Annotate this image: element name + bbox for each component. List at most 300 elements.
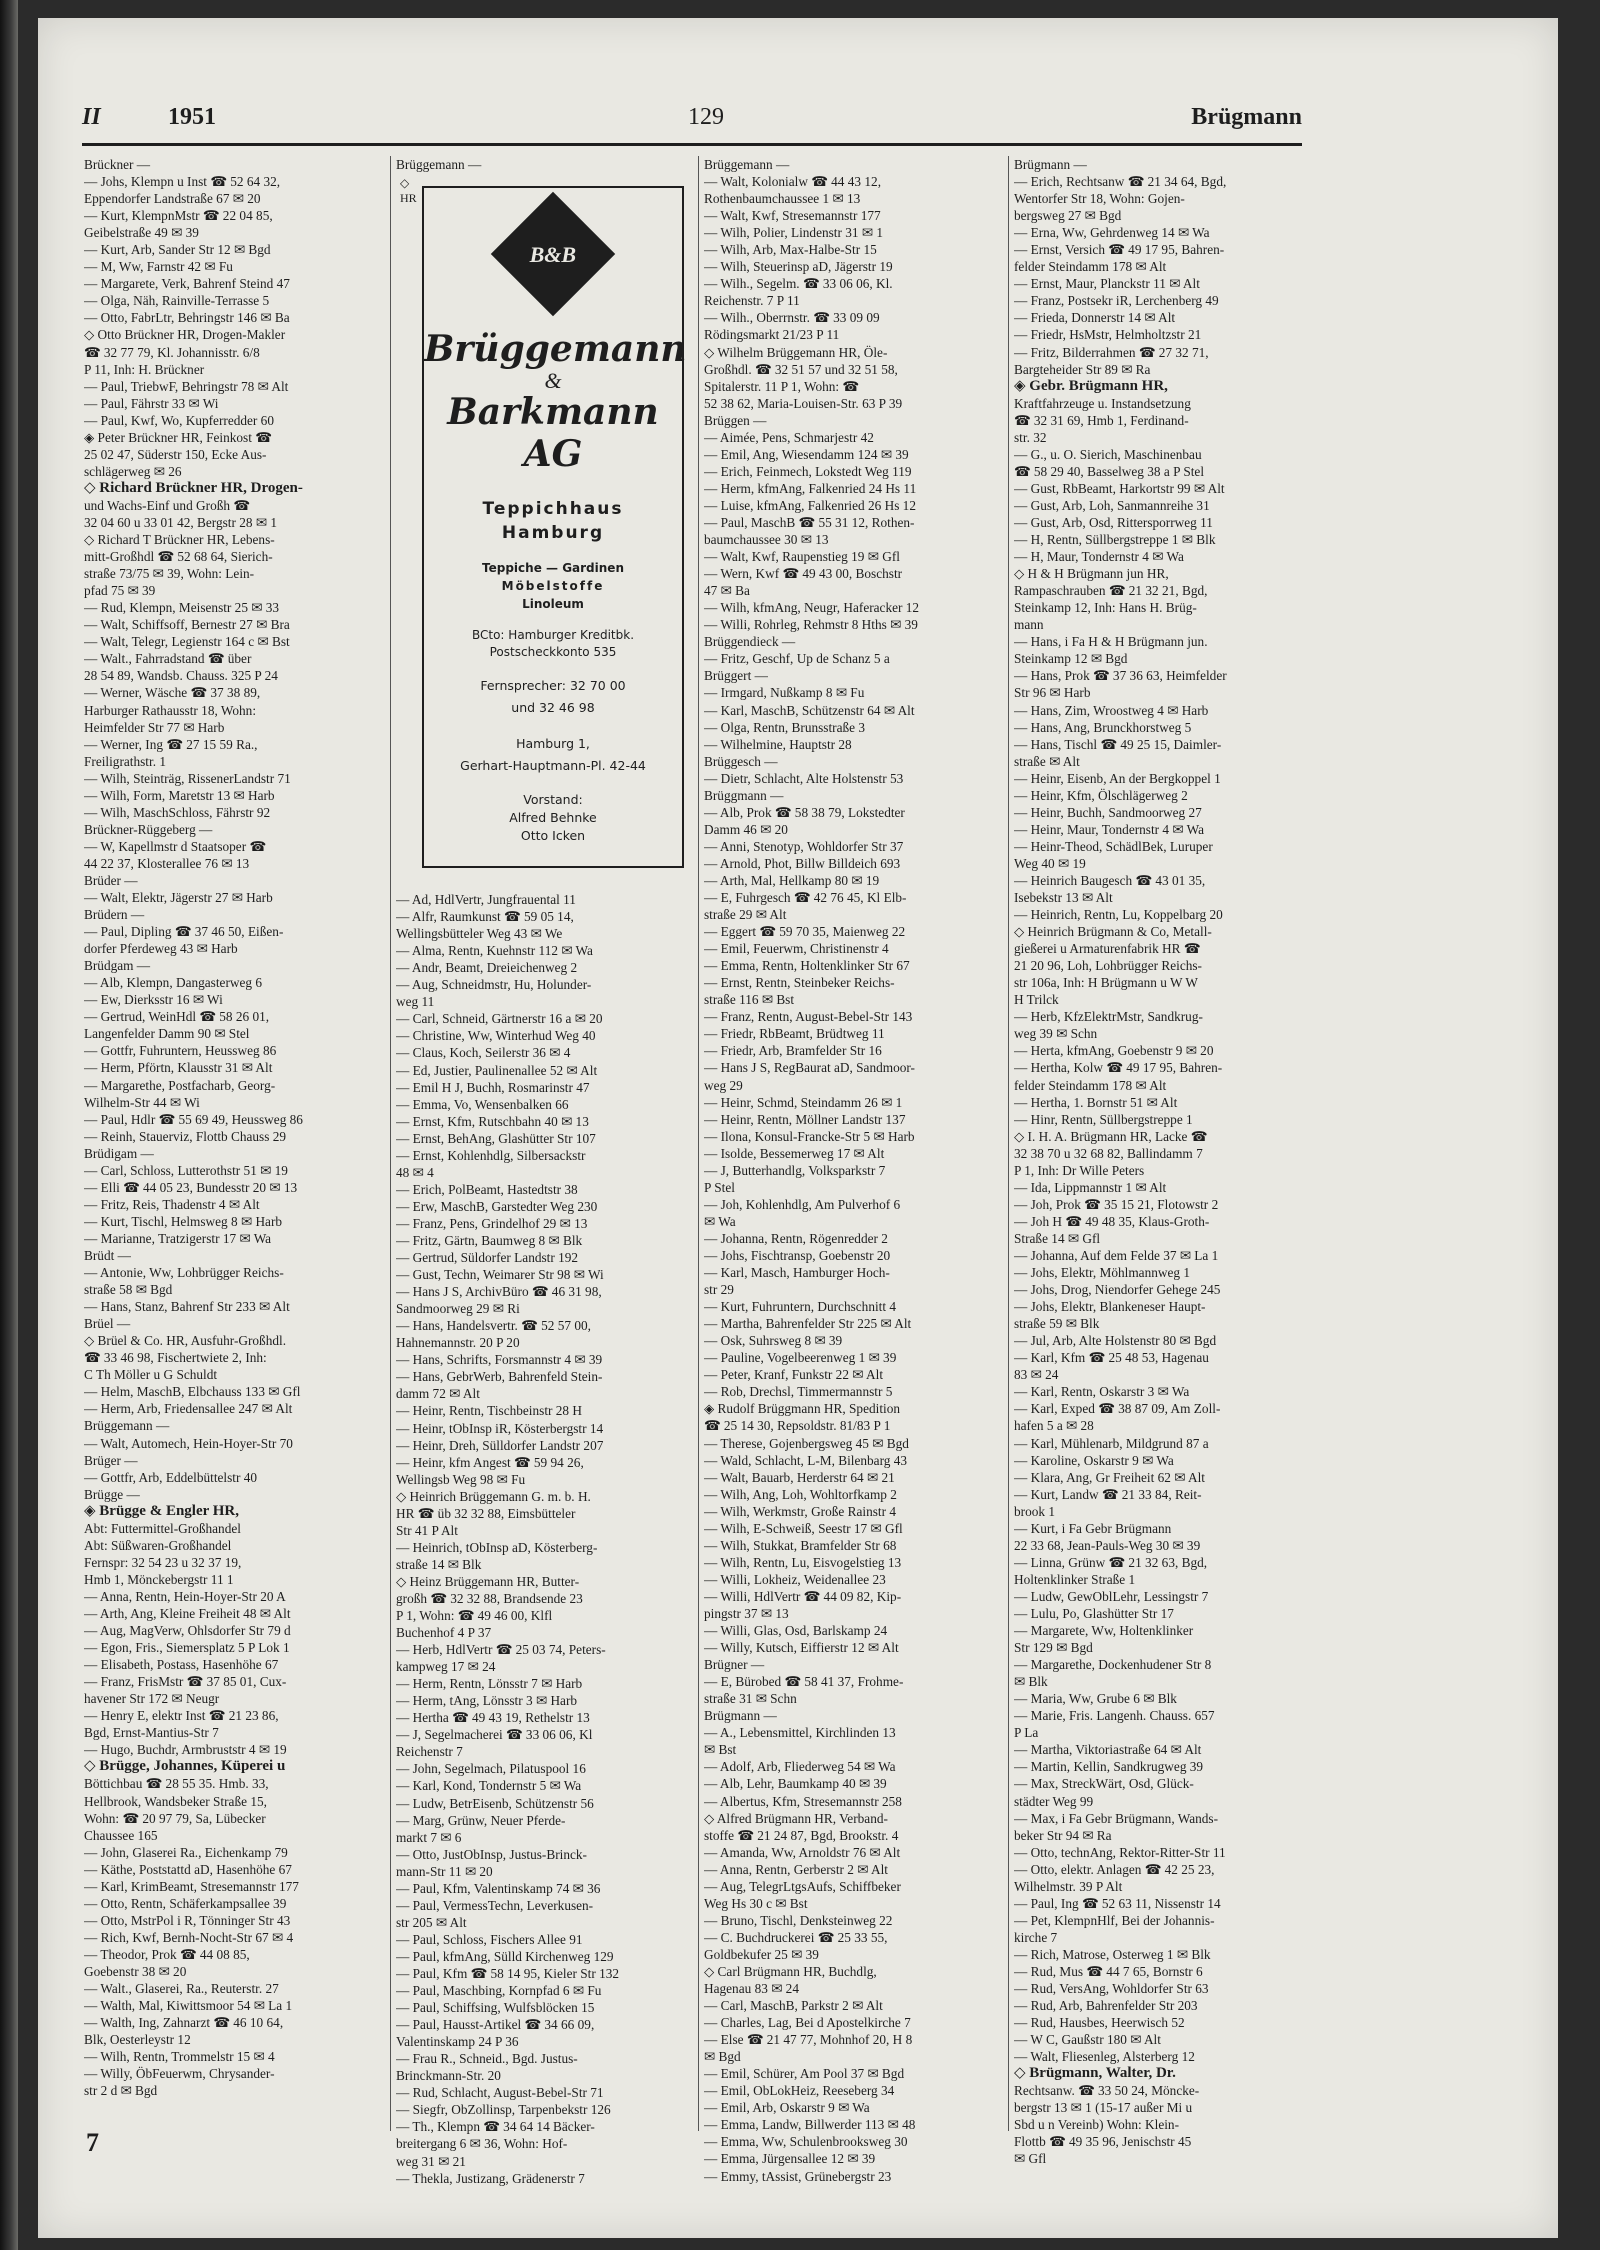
- directory-entry-line: straße 58 ✉ Bgd: [84, 1282, 173, 1298]
- directory-entry-line: ☎ 33 46 98, Fischertwiete 2, Inh:: [84, 1350, 267, 1366]
- directory-entry-line: — H, Rentn, Süllbergstreppe 1 ✉ Blk: [1014, 532, 1216, 548]
- side-marker-text: HR: [400, 191, 417, 205]
- directory-entry-line: — Heinr, Schmd, Steindamm 26 ✉ 1: [704, 1094, 903, 1110]
- directory-entry-line: — Ilona, Konsul-Francke-Str 5 ✉ Harb: [704, 1128, 915, 1144]
- directory-entry-line: ✉ Bst: [704, 1742, 737, 1758]
- directory-entry-line: Holtenklinker Straße 1: [1014, 1571, 1136, 1587]
- directory-entry-line: — Hans, Tischl ☎ 49 25 15, Daimler-: [1014, 736, 1222, 752]
- directory-entry-line: — Otto, MstrPol i R, Tönninger Str 43: [84, 1912, 291, 1928]
- directory-entry-line: — Marie, Fris. Langenh. Chauss. 657: [1014, 1708, 1215, 1724]
- directory-entry-line: Brüder —: [84, 872, 138, 888]
- directory-entry-line: — Olga, Näh, Rainville-Terrasse 5: [84, 293, 270, 309]
- directory-entry-line: weg 29: [704, 1077, 743, 1093]
- directory-entry-line: Isebekstr 13 ✉ Alt: [1014, 890, 1113, 906]
- directory-entry-line: Hahnemannstr. 20 P 20: [396, 1335, 520, 1351]
- directory-entry-line: Buchenhof 4 P 37: [396, 1625, 492, 1641]
- column-divider: [390, 156, 391, 2131]
- directory-entry-line: ✉ Gfl: [1014, 2151, 1047, 2167]
- directory-entry-line: — Gottfr, Arb, Eddelbüttelstr 40: [84, 1469, 258, 1485]
- logo-text: B&B: [529, 241, 577, 267]
- directory-entry-line: — Rich, Kwf, Bernh-Nocht-Str 67 ✉ 4: [84, 1929, 294, 1945]
- directory-entry-line: Str 129 ✉ Bgd: [1014, 1640, 1093, 1656]
- directory-entry-line: — Otto, technAng, Rektor-Ritter-Str 11: [1014, 1844, 1226, 1860]
- directory-entry-line: pfad 75 ✉ 39: [84, 583, 156, 599]
- directory-entry-line: Brüdgam —: [84, 958, 151, 974]
- directory-entry-line: — Frau R., Schneid., Bgd. Justus-: [396, 2051, 578, 2067]
- directory-entry-line: — Rud, Mus ☎ 44 7 65, Bornstr 6: [1014, 1963, 1203, 1979]
- directory-entry-line: — Helm, MaschB, Elbchauss 133 ✉ Gfl: [84, 1384, 301, 1400]
- directory-entry-line: — Walth, Mal, Kiwittsmoor 54 ✉ La 1: [84, 1998, 293, 2014]
- directory-entry-line: 22 33 68, Jean-Pauls-Weg 30 ✉ 39: [1014, 1537, 1201, 1553]
- directory-entry-line: ◇ Heinz Brüggemann HR, Butter-: [396, 1573, 580, 1589]
- directory-entry-line: — Ernst, Versich ☎ 49 17 95, Bahren-: [1014, 242, 1225, 258]
- directory-entry-line: — Ew, Dierksstr 16 ✉ Wi: [84, 992, 223, 1008]
- directory-entry-line: mitt-Großhdl ☎ 52 68 64, Sierich-: [84, 549, 273, 565]
- directory-entry-line: H Trilck: [1014, 992, 1059, 1008]
- directory-entry-line: Brinckmann-Str. 20: [396, 2068, 501, 2084]
- directory-entry-line: — Walth, Ing, Zahnarzt ☎ 46 10 64,: [84, 2015, 284, 2031]
- directory-entry-line: — E, Fuhrgesch ☎ 42 76 45, Kl Elb-: [704, 890, 907, 906]
- directory-entry-line: — Kurt, Tischl, Helmsweg 8 ✉ Harb: [84, 1213, 283, 1229]
- directory-entry-line: — Joh, Kohlenhdlg, Am Pulverhof 6: [704, 1196, 901, 1212]
- directory-entry-line: — Walt., Glaserei, Ra., Reuterstr. 27: [84, 1981, 279, 1997]
- page-header: [82, 102, 1302, 146]
- directory-entry-line: — Hans, Zim, Wroostweg 4 ✉ Harb: [1014, 702, 1209, 718]
- directory-entry-line: — Margarete, Verk, Bahrenf Steind 47: [84, 276, 290, 292]
- directory-entry-line: Brüggemann —: [84, 1418, 170, 1434]
- directory-entry-line: — Martha, Viktoriastraße 64 ✉ Alt: [1014, 1742, 1202, 1758]
- directory-entry-line: ◇ I. H. A. Brügmann HR, Lacke ☎: [1014, 1128, 1208, 1144]
- directory-entry-line: — Andr, Beamt, Dreieichenweg 2: [396, 960, 578, 976]
- directory-entry-line: — Aimée, Pens, Schmarjestr 42: [704, 429, 874, 445]
- directory-entry-line: — Jul, Arb, Alte Holstenstr 80 ✉ Bgd: [1014, 1333, 1217, 1349]
- directory-entry-line: — Herm, kfmAng, Falkenried 24 Hs 11: [704, 480, 917, 496]
- directory-entry-line: — Johanna, Auf dem Felde 37 ✉ La 1: [1014, 1248, 1219, 1263]
- directory-entry-line: — Wilh, Ang, Loh, Wohltorfkamp 2: [704, 1486, 897, 1502]
- directory-entry-line: — Hans, GebrWerb, Bahrenfeld Stein-: [396, 1369, 603, 1385]
- directory-entry-line: Brüggemann —: [704, 157, 790, 172]
- directory-entry-line: — Karl, KrimBeamt, Stresemannstr 177: [84, 1878, 299, 1894]
- directory-entry-line: 32 38 70 u 32 68 82, Ballindamm 7: [1014, 1145, 1203, 1161]
- directory-entry-line: — Walt, Telegr, Legienstr 164 c ✉ Bst: [84, 634, 290, 650]
- directory-entry-line: ◇ Wilhelm Brüggemann HR, Öle-: [704, 344, 888, 360]
- directory-entry-line: Fernspr: 32 54 23 u 32 37 19,: [84, 1554, 242, 1570]
- directory-entry-line: — J, Butterhandlg, Volksparkstr 7: [704, 1162, 886, 1178]
- directory-entry-line: — Wilh, MaschSchloss, Fährstr 92: [84, 804, 271, 820]
- directory-entry-line: — Paul, Hdlr ☎ 55 69 49, Heussweg 86: [84, 1111, 303, 1127]
- directory-entry-line: — Alfr, Raumkunst ☎ 59 05 14,: [396, 909, 574, 925]
- directory-entry-line: — Gust, Arb, Osd, Rittersporrweg 11: [1014, 514, 1213, 530]
- directory-entry-line: stoffe ☎ 21 24 87, Bgd, Brookstr. 4: [704, 1827, 899, 1843]
- directory-entry-line: — Karl, Mühlenarb, Mildgrund 87 a: [1014, 1435, 1209, 1451]
- directory-entry-line: — Ed, Justier, Paulinenallee 52 ✉ Alt: [396, 1062, 598, 1078]
- directory-entry-line: Abt: Futtermittel-Großhandel: [84, 1520, 241, 1536]
- column-divider: [698, 156, 699, 2131]
- directory-entry-line: Rothenbaumchaussee 1 ✉ 13: [704, 191, 861, 207]
- directory-entry-line: felder Steindamm 178 ✉ Alt: [1014, 1077, 1167, 1093]
- company-logo: [491, 192, 615, 316]
- directory-entry-line: — Gottfr, Fuhruntern, Heussweg 86: [84, 1043, 277, 1059]
- directory-entry-line: Steinkamp 12 ✉ Bgd: [1014, 651, 1128, 667]
- directory-entry-line: damm 72 ✉ Alt: [396, 1386, 480, 1402]
- directory-entry-line: — Friedr, Arb, Bramfelder Str 16: [704, 1043, 882, 1059]
- directory-entry-line: — Charles, Lag, Bei d Apostelkirche 7: [704, 2015, 911, 2031]
- book-binding: [0, 0, 18, 2250]
- directory-entry-line: — Carl, Schneid, Gärtnerstr 16 a ✉ 20: [396, 1011, 603, 1027]
- directory-entry-line: — Paul, Schiffsing, Wulfsblöcken 15: [396, 2000, 595, 2016]
- directory-entry-line: — Margarete, Ww, Holtenklinker: [1014, 1623, 1194, 1639]
- directory-entry-line: — Hans, Prok ☎ 37 36 63, Heimfelder: [1014, 668, 1227, 684]
- directory-entry-line: HR ☎ üb 32 32 88, Eimsbütteler: [396, 1505, 576, 1521]
- directory-entry-line: 47 ✉ Ba: [704, 583, 750, 599]
- directory-entry-line: — Carl, MaschB, Parkstr 2 ✉ Alt: [704, 1998, 883, 2014]
- directory-entry-line: — Erna, Ww, Gehrdenweg 14 ✉ Wa: [1014, 225, 1210, 241]
- directory-entry-line: — Karl, Masch, Hamburger Hoch-: [704, 1265, 890, 1281]
- directory-entry-line: ◇ Carl Brügmann HR, Buchdlg,: [704, 1963, 877, 1979]
- directory-entry-line: — Arth, Mal, Hellkamp 80 ✉ 19: [704, 872, 880, 888]
- directory-entry-line: — Heinr, Rentn, Tischbeinstr 28 H: [396, 1403, 582, 1419]
- directory-entry-line: markt 7 ✉ 6: [396, 1829, 462, 1845]
- directory-entry-line: ◇ H & H Brügmann jun HR,: [1014, 566, 1169, 582]
- directory-entry-line: Wohn: ☎ 20 97 79, Sa, Lübecker: [84, 1810, 266, 1826]
- directory-entry-line: — Willi, Glas, Osd, Barlskamp 24: [704, 1623, 888, 1639]
- ad-board1: Alfred Behnke: [509, 810, 597, 825]
- directory-entry-line: — Paul, Maschbing, Kornpfad 6 ✉ Fu: [396, 1983, 602, 1999]
- directory-entry-line: — Ernst, Rentn, Steinbeker Reichs-: [704, 975, 895, 991]
- directory-entry-line: — Hans, Handelsvertr. ☎ 52 57 00,: [396, 1318, 591, 1334]
- directory-entry-line: Goebenstr 38 ✉ 20: [84, 1963, 187, 1979]
- directory-entry-line: — Rud, Arb, Bahrenfelder Str 203: [1014, 1998, 1198, 2014]
- ad-board2: Otto Icken: [520, 828, 586, 843]
- directory-entry-line: — Rud, Schlacht, August-Bebel-Str 71: [396, 2085, 604, 2101]
- directory-entry-line: — Alb, Prok ☎ 58 38 79, Lokstedter: [704, 804, 905, 820]
- directory-entry-line: — Th., Klempn ☎ 34 64 14 Bäcker-: [396, 2119, 595, 2135]
- directory-entry-line: pingstr 37 ✉ 13: [704, 1605, 789, 1621]
- directory-entry-line: — Peter, Kranf, Funkstr 22 ✉ Alt: [704, 1367, 884, 1383]
- directory-entry-line: — Thekla, Justizang, Grädenerstr 7: [396, 2170, 585, 2186]
- directory-entry-line: — Elisabeth, Postass, Hasenhöhe 67: [84, 1657, 279, 1673]
- directory-entry-line: hafen 5 a ✉ 28: [1014, 1418, 1094, 1434]
- directory-entry-line: — Johs, Klempn u Inst ☎ 52 64 32,: [84, 174, 281, 190]
- directory-entry-line: — Dietr, Schlacht, Alte Holstenstr 53: [704, 770, 904, 786]
- ad-goods3: Linoleum: [522, 597, 584, 611]
- ad-bank1: BCto: Hamburger Kreditbk.: [471, 628, 635, 642]
- directory-entry-line: Wellingsb Weg 98 ✉ Fu: [396, 1471, 526, 1487]
- directory-entry-line: — Hertha, 1. Bornstr 51 ✉ Alt: [1014, 1094, 1178, 1110]
- directory-entry-line: ◈ Peter Brückner HR, Feinkost ☎: [84, 429, 272, 445]
- directory-entry-line: Brüggen —: [704, 412, 767, 428]
- directory-entry-line: — Claus, Koch, Seilerstr 36 ✉ 4: [396, 1045, 571, 1061]
- directory-entry-line: — Walt, Elektr, Jägerstr 27 ✉ Harb: [84, 890, 273, 906]
- directory-entry-line: — Wilh, E-Schweiß, Seestr 17 ✉ Gfl: [704, 1520, 903, 1536]
- directory-entry-line: — Maria, Ww, Grube 6 ✉ Blk: [1014, 1691, 1177, 1707]
- directory-entry-line: str 106a, Inh: H Brügmann u W W: [1014, 975, 1198, 991]
- directory-entry-line: — M, Ww, Farnstr 42 ✉ Fu: [84, 259, 233, 275]
- directory-entry-line: — Heinr, Dreh, Sülldorfer Landstr 207: [396, 1437, 604, 1453]
- directory-entry-line: — Martha, Bahrenfelder Str 225 ✉ Alt: [704, 1316, 912, 1332]
- directory-entry-line: Geibelstraße 49 ✉ 39: [84, 225, 199, 241]
- advertisement-box: [422, 186, 687, 868]
- directory-entry-line: städter Weg 99: [1014, 1793, 1094, 1809]
- directory-entry-line: — Hugo, Buchdr, Armbruststr 4 ✉ 19: [84, 1742, 287, 1758]
- directory-entry-line: — J, Segelmacherei ☎ 33 06 06, Kl: [396, 1727, 593, 1743]
- directory-entry-line: — Kurt, Arb, Sander Str 12 ✉ Bgd: [84, 242, 271, 258]
- directory-entry-line: ◇ Heinrich Brüggemann G. m. b. H.: [396, 1488, 591, 1504]
- side-marker: ◇ HR: [400, 176, 417, 205]
- directory-entry-line: straße 73/75 ✉ 39, Wohn: Lein-: [84, 566, 255, 582]
- directory-entry-line: — Bruno, Tischl, Denksteinweg 22: [704, 1912, 893, 1928]
- directory-entry-line: — Fritz, Geschf, Up de Schanz 5 a: [704, 651, 890, 667]
- directory-entry-line: — Wilh, Steinträg, RissenerLandstr 71: [84, 770, 291, 786]
- directory-entry-line: — Anna, Rentn, Gerberstr 2 ✉ Alt: [704, 1861, 888, 1877]
- directory-entry-line: und Wachs-Einf und Großh ☎: [84, 497, 250, 513]
- directory-entry-line: bergsweg 27 ✉ Bgd: [1014, 208, 1122, 224]
- directory-entry-line: — Lulu, Po, Glashütter Str 17: [1014, 1605, 1174, 1621]
- directory-entry-line: großh ☎ 32 32 88, Brandsende 23: [396, 1590, 583, 1606]
- column-divider: [1008, 156, 1009, 2131]
- directory-entry-line: — Johs, Drog, Niendorfer Gehege 245: [1014, 1282, 1221, 1298]
- directory-entry-line: — Linna, Grünw ☎ 21 32 63, Bgd,: [1014, 1554, 1208, 1570]
- directory-entry-line: Weg 40 ✉ 19: [1014, 855, 1086, 871]
- directory-entry-line: — Therese, Gojenbergsweg 45 ✉ Bgd: [704, 1435, 909, 1451]
- directory-entry-line: — Heinr, Rentn, Möllner Landstr 137: [704, 1111, 906, 1127]
- directory-entry-line: felder Steindamm 178 ✉ Alt: [1014, 259, 1167, 275]
- directory-entry-line: — Werner, Ing ☎ 27 15 59 Ra.,: [84, 736, 258, 752]
- directory-entry-line: — Hans, Ang, Brunckhorstweg 5: [1014, 719, 1192, 735]
- directory-entry-line: — Heinrich, tObInsp aD, Kösterberg-: [396, 1539, 598, 1555]
- directory-entry-line: — Margarethe, Postfacharb, Georg-: [84, 1077, 276, 1093]
- directory-entry-line: — Paul, VermessTechn, Leverkusen-: [396, 1897, 594, 1913]
- directory-entry-line: Weg Hs 30 c ✉ Bst: [704, 1895, 808, 1911]
- header-keyword: Brügmann: [1191, 104, 1302, 130]
- directory-entry-line: Brüdt —: [84, 1248, 131, 1263]
- directory-entry-line: — Alma, Rentn, Kuehnstr 112 ✉ Wa: [396, 943, 593, 959]
- directory-entry-line: — Wilhelmine, Hauptstr 28: [704, 736, 852, 752]
- directory-entry-line: — Willy, ÖbFeuerwm, Chrysander-: [84, 2066, 275, 2082]
- directory-entry-line: Valentinskamp 24 P 36: [396, 2034, 519, 2050]
- directory-entry-line: — Egon, Fris., Siemersplatz 5 P Lok 1: [84, 1640, 290, 1656]
- directory-entry-line: — Paul, Dipling ☎ 37 46 50, Eißen-: [84, 924, 284, 940]
- directory-entry-line: — Klara, Ang, Gr Freiheit 62 ✉ Alt: [1014, 1469, 1205, 1485]
- directory-entry-line: — Gust, Arb, Loh, Sanmannreihe 31: [1014, 497, 1210, 513]
- directory-entry-line: ◇ Alfred Brügmann HR, Verband-: [704, 1810, 888, 1826]
- directory-entry-line: — Wern, Kwf ☎ 49 43 00, Boschstr: [704, 566, 903, 582]
- directory-entry-line: — Wilh, Steuerinsp aD, Jägerstr 19: [704, 259, 893, 275]
- directory-entry-line: — Paul, Fährstr 33 ✉ Wi: [84, 395, 219, 411]
- directory-entry-line: — Gertrud, WeinHdl ☎ 58 26 01,: [84, 1009, 270, 1025]
- directory-entry-line: — Herm, Pförtn, Klausstr 31 ✉ Alt: [84, 1060, 273, 1076]
- directory-entry-line: — Heinr-Theod, SchädlBek, Luruper: [1014, 838, 1213, 854]
- directory-entry-line: — Johs, Fischtransp, Goebenstr 20: [704, 1248, 891, 1263]
- directory-entry-line: — Max, StreckWärt, Osd, Glück-: [1014, 1776, 1194, 1792]
- directory-entry-line: — Heinr, kfm Angest ☎ 59 94 26,: [396, 1454, 584, 1470]
- directory-entry-line: — Ludw, GewOblLehr, Lessingstr 7: [1014, 1588, 1209, 1604]
- directory-entry-line: — Christine, Ww, Winterhud Weg 40: [396, 1028, 596, 1044]
- directory-entry-line: — Herb, HdlVertr ☎ 25 03 74, Peters-: [396, 1642, 606, 1658]
- directory-entry-line: — Erich, Rechtsanw ☎ 21 34 64, Bgd,: [1014, 174, 1227, 190]
- directory-entry-line: — Käthe, Poststattd aD, Hasenhöhe 67: [84, 1861, 292, 1877]
- directory-entry-line: kampweg 17 ✉ 24: [396, 1659, 496, 1675]
- directory-entry-line: — Friedr, HsMstr, Helmholtzstr 21: [1014, 327, 1202, 343]
- directory-entry-line: — Rud, Klempn, Meisenstr 25 ✉ 33: [84, 600, 280, 616]
- directory-entry-line: — Emma, Landw, Billwerder 113 ✉ 48: [704, 2117, 916, 2133]
- directory-entry-line: — Anna, Rentn, Hein-Hoyer-Str 20 A: [84, 1588, 286, 1604]
- directory-entry-line: ◇ Richard Brückner HR, Drogen-: [84, 479, 303, 496]
- directory-entry-line: Brüggendieck —: [704, 634, 796, 650]
- directory-entry-line: — Wilh., Segelm. ☎ 33 06 06, Kl.: [704, 276, 893, 292]
- directory-entry-line: — Franz, FrisMstr ☎ 37 85 01, Cux-: [84, 1674, 287, 1690]
- directory-entry-line: 21 20 96, Loh, Lohbrügger Reichs-: [1014, 958, 1202, 974]
- directory-entry-line: — Emil, ObLokHeiz, Reeseberg 34: [704, 2083, 895, 2099]
- directory-entry-line: — Karl, Rentn, Oskarstr 3 ✉ Wa: [1014, 1384, 1190, 1400]
- directory-entry-line: Brüdern —: [84, 907, 145, 923]
- directory-entry-line: — Wilh., Oberrnstr. ☎ 33 09 09: [704, 310, 880, 326]
- directory-entry-line: — Herb, KfzElektrMstr, Sandkrug-: [1014, 1009, 1203, 1025]
- directory-entry-line: — W, Kapellmstr d Staatsoper ☎: [84, 838, 267, 854]
- directory-entry-line: — Paul, TriebwF, Behringstr 78 ✉ Alt: [84, 378, 289, 394]
- directory-entry-line: — Joh, Prok ☎ 35 15 21, Flotowstr 2: [1014, 1196, 1219, 1212]
- directory-entry-line: — Emma, Ww, Schulenbrooksweg 30: [704, 2134, 908, 2150]
- directory-entry-line: Brüel —: [84, 1316, 131, 1332]
- directory-entry-line: — Walt, Kwf, Raupenstieg 19 ✉ Gfl: [704, 549, 900, 565]
- directory-entry-line: — Eggert ☎ 59 70 35, Maienweg 22: [704, 924, 906, 940]
- directory-entry-line: Brügmann —: [704, 1708, 777, 1724]
- directory-entry-line: — Johs, Elektr, Blankeneser Haupt-: [1014, 1299, 1206, 1315]
- directory-entry-line: gießerei u Armaturenfabrik HR ☎: [1014, 941, 1201, 957]
- directory-entry-line: ◇ Brügmann, Walter, Dr.: [1014, 2065, 1176, 2082]
- directory-entry-line: beker Str 94 ✉ Ra: [1014, 1827, 1112, 1843]
- ad-address2: Gerhart-Hauptmann-Pl. 42-44: [460, 758, 646, 773]
- directory-entry-line: 32 04 60 u 33 01 42, Bergstr 28 ✉ 1: [84, 514, 277, 530]
- directory-entry-line: — Friedr, RbBeamt, Brüdtweg 11: [704, 1026, 885, 1042]
- directory-entry-line: mann: [1014, 617, 1044, 633]
- directory-entry-line: P La: [1014, 1725, 1039, 1741]
- directory-entry-line: — Karl, Kfm ☎ 25 48 53, Hagenau: [1014, 1350, 1209, 1366]
- directory-entry-line: — Wilh, Rentn, Lu, Eisvogelstieg 13: [704, 1554, 902, 1570]
- directory-entry-line: — Henry E, elektr Inst ☎ 21 23 86,: [84, 1708, 279, 1724]
- directory-entry-line: — Emil, Arb, Oskarstr 9 ✉ Wa: [704, 2100, 870, 2116]
- directory-entry-line: — Hans J S, ArchivBüro ☎ 46 31 98,: [396, 1284, 602, 1300]
- directory-entry-line: Brüdigam —: [84, 1145, 154, 1161]
- ad-board-label: Vorstand:: [523, 792, 583, 807]
- directory-entry-line: Brüggesch —: [704, 753, 778, 769]
- directory-entry-line: Rechtsanw. ☎ 33 50 24, Möncke-: [1014, 2083, 1200, 2099]
- directory-entry-line: — Karl, Kond, Tondernstr 5 ✉ Wa: [396, 1778, 582, 1794]
- directory-entry-line: weg 11: [396, 994, 435, 1010]
- directory-entry-line: str 29: [704, 1282, 734, 1298]
- directory-entry-line: — Otto, elektr. Anlagen ☎ 42 25 23,: [1014, 1861, 1215, 1877]
- directory-entry-line: — Paul, Ing ☎ 52 63 11, Nissenstr 14: [1014, 1895, 1221, 1911]
- directory-entry-line: str. 32: [1014, 429, 1047, 445]
- ad-phone1: Fernsprecher: 32 70 00: [480, 678, 626, 693]
- directory-entry-line: Großhdl. ☎ 32 51 57 und 32 51 58,: [704, 361, 898, 377]
- directory-entry-line: — Joh H ☎ 49 48 35, Klaus-Groth-: [1014, 1213, 1210, 1229]
- directory-entry-line: — Gust, RbBeamt, Harkortstr 99 ✉ Alt: [1014, 480, 1225, 496]
- directory-entry-line: — A., Lebensmittel, Kirchlinden 13: [704, 1725, 896, 1741]
- directory-entry-line: — Alb, Klempn, Dangasterweg 6: [84, 975, 262, 991]
- directory-entry-line: Brückner-Rüggeberg —: [84, 821, 213, 837]
- directory-entry-line: Chaussee 165: [84, 1827, 158, 1843]
- directory-entry-line: P 1, Inh: Dr Wille Peters: [1014, 1162, 1145, 1178]
- directory-entry-line: — E, Bürobed ☎ 58 41 37, Frohme-: [704, 1674, 904, 1690]
- directory-entry-line: — Alb, Lehr, Baumkamp 40 ✉ 39: [704, 1776, 887, 1792]
- directory-entry-line: — Margarethe, Dockenhudener Str 8: [1014, 1657, 1212, 1673]
- directory-entry-line: — Antonie, Ww, Lohbrügger Reichs-: [84, 1265, 284, 1281]
- directory-entry-line: — Emma, Rentn, Holtenklinker Str 67: [704, 958, 910, 974]
- directory-entry-line: — Arnold, Phot, Billw Billdeich 693: [704, 855, 901, 871]
- ad-firm-line2: Barkmann AG: [447, 391, 659, 475]
- directory-entry-line: schlägerweg ✉ 26: [84, 463, 182, 479]
- directory-entry-line: — Emmy, tAssist, Grünebergstr 23: [704, 2168, 892, 2184]
- directory-entry-line: mann-Str 11 ✉ 20: [396, 1863, 493, 1879]
- directory-entry-line: C Th Möller u G Schuldt: [84, 1367, 218, 1383]
- directory-entry-line: — Emma, Jürgensallee 12 ✉ 39: [704, 2151, 876, 2167]
- directory-entry-line: — Heinr, Buchh, Sandmoorweg 27: [1014, 804, 1202, 820]
- directory-entry-line: — Hertha, Kolw ☎ 49 17 95, Bahren-: [1014, 1060, 1223, 1076]
- directory-entry-line: — Karl, MaschB, Schützenstr 64 ✉ Alt: [704, 702, 915, 718]
- directory-entry-line: Sbd u n Vereinb) Wohn: Klein-: [1014, 2117, 1180, 2133]
- directory-entry-line: — Walt, Automech, Hein-Hoyer-Str 70: [84, 1435, 293, 1451]
- directory-entry-line: P Stel: [704, 1179, 735, 1195]
- directory-entry-line: ☎ 32 31 69, Hmb 1, Ferdinand-: [1014, 412, 1189, 428]
- ad-firm-line1: Brüggemann: [424, 328, 687, 370]
- directory-entry-line: Brüggemann —: [396, 157, 482, 172]
- directory-entry-line: straße 59 ✉ Blk: [1014, 1316, 1100, 1332]
- directory-entry-line: — Werner, Wäsche ☎ 37 38 89,: [84, 685, 261, 701]
- directory-entry-line: Str 41 P Alt: [396, 1522, 458, 1538]
- directory-entry-line: — Erich, Feinmech, Lokstedt Weg 119: [704, 463, 912, 479]
- directory-entry-line: — Walt, Kolonialw ☎ 44 43 12,: [704, 174, 882, 190]
- directory-entry-line: — Adolf, Arb, Fliederweg 54 ✉ Wa: [704, 1759, 896, 1775]
- directory-entry-line: ☎ 25 14 30, Repsoldstr. 81/83 P 1: [704, 1418, 891, 1434]
- directory-entry-line: Brüggert —: [704, 668, 768, 684]
- directory-entry-line: — Arth, Ang, Kleine Freiheit 48 ✉ Alt: [84, 1605, 291, 1621]
- directory-entry-line: P 1, Wohn: ☎ 49 46 00, Klfl: [396, 1608, 553, 1624]
- directory-entry-line: — Siegfr, ObZollinsp, Tarpenbekstr 126: [396, 2102, 611, 2118]
- directory-entry-line: — Ad, HdlVertr, Jungfrauental 11: [396, 892, 576, 908]
- directory-entry-line: — Franz, Pens, Grindelhof 29 ✉ 13: [396, 1215, 588, 1231]
- directory-entry-line: bergstr 13 ✉ 1 (15-17 außer Mi u: [1014, 2100, 1193, 2116]
- directory-entry-line: Hagenau 83 ✉ 24: [704, 1981, 799, 1997]
- directory-entry-line: — Franz, Rentn, August-Bebel-Str 143: [704, 1009, 913, 1025]
- directory-entry-line: ◇ Heinrich Brügmann & Co, Metall-: [1014, 924, 1212, 940]
- directory-entry-line: — Carl, Schloss, Lutterothstr 51 ✉ 19: [84, 1162, 288, 1178]
- directory-entry-line: — Ernst, Kohlenhdlg, Silbersackstr: [396, 1147, 586, 1163]
- directory-entry-line: — Ernst, Maur, Planckstr 11 ✉ Alt: [1014, 276, 1200, 292]
- directory-entry-line: — Pauline, Vogelbeerenweg 1 ✉ 39: [704, 1350, 897, 1366]
- directory-entry-line: — Luise, kfmAng, Falkenried 26 Hs 12: [704, 497, 916, 513]
- directory-entry-line: — Paul, Hausst-Artikel ☎ 34 66 09,: [396, 2017, 595, 2033]
- directory-entry-line: ◈ Brügge & Engler HR,: [84, 1502, 240, 1519]
- directory-entry-line: — Wilh, Werkmstr, Große Rainstr 4: [704, 1503, 896, 1519]
- directory-entry-line: straße 116 ✉ Bst: [704, 992, 795, 1008]
- ad-title2: Hamburg: [501, 523, 605, 543]
- directory-entry-line: — Herm, tAng, Lönsstr 3 ✉ Harb: [396, 1693, 578, 1709]
- directory-entry-line: — Marg, Grünw, Neuer Pferde-: [396, 1812, 566, 1828]
- directory-entry-line: — Paul, Kfm ☎ 58 14 95, Kieler Str 132: [396, 1966, 620, 1981]
- directory-entry-line: — Wald, Schlacht, L-M, Bilenbarg 43: [704, 1452, 908, 1468]
- directory-entry-line: — Rich, Matrose, Osterweg 1 ✉ Blk: [1014, 1946, 1211, 1962]
- directory-entry-line: 28 54 89, Wandsb. Chauss. 325 P 24: [84, 668, 278, 684]
- directory-entry-line: str 2 d ✉ Bgd: [84, 2083, 158, 2099]
- directory-entry-line: ✉ Blk: [1014, 1674, 1048, 1690]
- directory-entry-line: — Paul, Kfm, Valentinskamp 74 ✉ 36: [396, 1880, 601, 1896]
- directory-entry-line: — Rob, Drechsl, Timmermannstr 5: [704, 1384, 893, 1400]
- directory-entry-line: — H, Maur, Tondernstr 4 ✉ Wa: [1014, 549, 1184, 565]
- directory-entry-line: — Wilh, kfmAng, Neugr, Haferacker 12: [704, 600, 920, 616]
- directory-entry-line: Reichenstr. 7 P 11: [704, 293, 800, 309]
- directory-entry-line: Str 96 ✉ Harb: [1014, 685, 1091, 701]
